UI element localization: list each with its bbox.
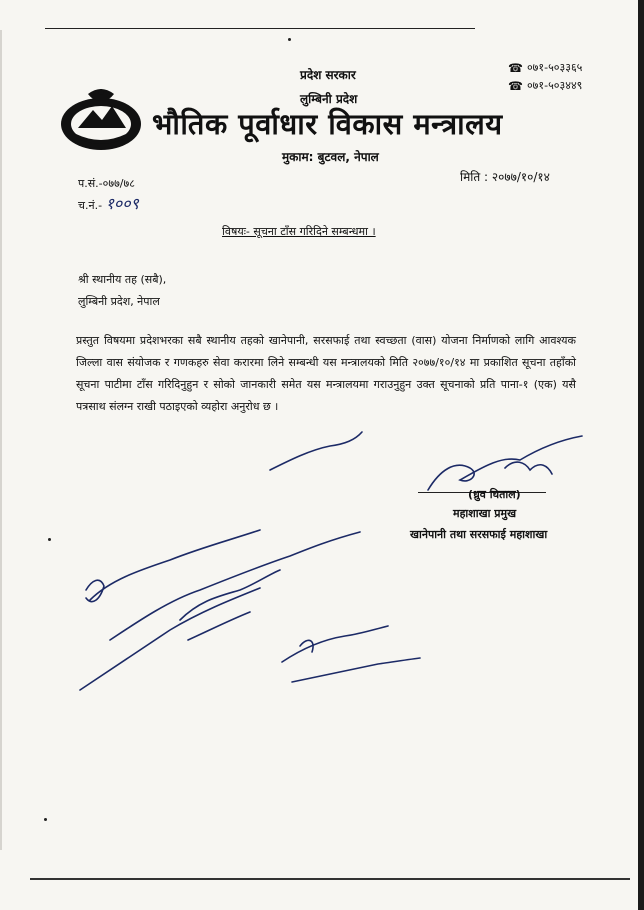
- signatory-title: महाशाखा प्रमुख: [453, 507, 517, 520]
- telephone-icon: ☎: [508, 78, 523, 93]
- margin-note-scribble: [90, 530, 260, 600]
- addressee-line-1: श्री स्थानीय तह (सबै),: [78, 273, 167, 286]
- phone-number-2: ०७१-५०३४४९: [526, 79, 583, 92]
- nepal-emblem-icon: [58, 84, 144, 154]
- phone-line-2: [508, 78, 582, 93]
- telephone-icon: ☎: [508, 60, 523, 75]
- subject-line: विषयः- सूचना टाँस गरिदिने सम्बन्धमा ।: [222, 225, 376, 238]
- signatory-name: (ध्रुव घिताल): [468, 488, 521, 501]
- scan-edge-left: [0, 30, 2, 850]
- scan-speck: [288, 38, 291, 41]
- letter-date: मिति : २०७७/१०/१४: [460, 170, 550, 184]
- location-label: मुकाम: बुटवल, नेपाल: [282, 150, 379, 164]
- phone-number-1: ०७१-५०३३६५: [526, 61, 583, 74]
- scan-edge-right: [638, 0, 644, 910]
- cn-label: च.नं.-: [78, 199, 103, 212]
- government-label: प्रदेश सरकार: [300, 68, 356, 82]
- phone-line-1: [508, 60, 582, 75]
- scan-speck: [48, 538, 51, 541]
- letter-body: प्रस्तुत विषयमा प्रदेशभरका सबै स्थानीय तहको खानेपानी, सरसफाई तथा स्वच्छता (वास) योजना निर्माणको लागि आवश्यक जिल्ला वास संयोजक र गणकहरु सेवा करारमा लिने सम्बन्धी यस मन्त्रालयको मिति २०७७/१०/१४ मा प्रकाशित सूचना तहाँको सूचना पाटीमा टाँस गरिदिनुहुन र सोको जानकारी समेत यस मन्त्रालयमा गराउनुहुन उक्त सूचनाको प्रति पाना-१ (एक) यसै पत्रसाथ संलग्न राखी पठाइएको व्यहोरा अनुरोध छ ।: [76, 334, 576, 413]
- addressee-line-2: लुम्बिनी प्रदेश, नेपाल: [78, 295, 160, 308]
- signature-scribble: [428, 436, 582, 490]
- cn-reference: [78, 192, 139, 214]
- ps-reference: प.सं.-०७७/७८: [78, 177, 135, 190]
- dated-note-scribble: [282, 626, 388, 662]
- province-label: लुम्बिनी प्रदेश: [300, 92, 358, 106]
- signatory-office: खानेपानी तथा सरसफाई महाशाखा: [410, 528, 548, 541]
- ministry-title: भौतिक पूर्वाधार विकास मन्त्रालय: [152, 107, 503, 141]
- cn-number: १००९: [105, 194, 139, 213]
- top-rule: [45, 28, 475, 29]
- scan-speck: [44, 818, 47, 821]
- bottom-rule: [30, 878, 630, 880]
